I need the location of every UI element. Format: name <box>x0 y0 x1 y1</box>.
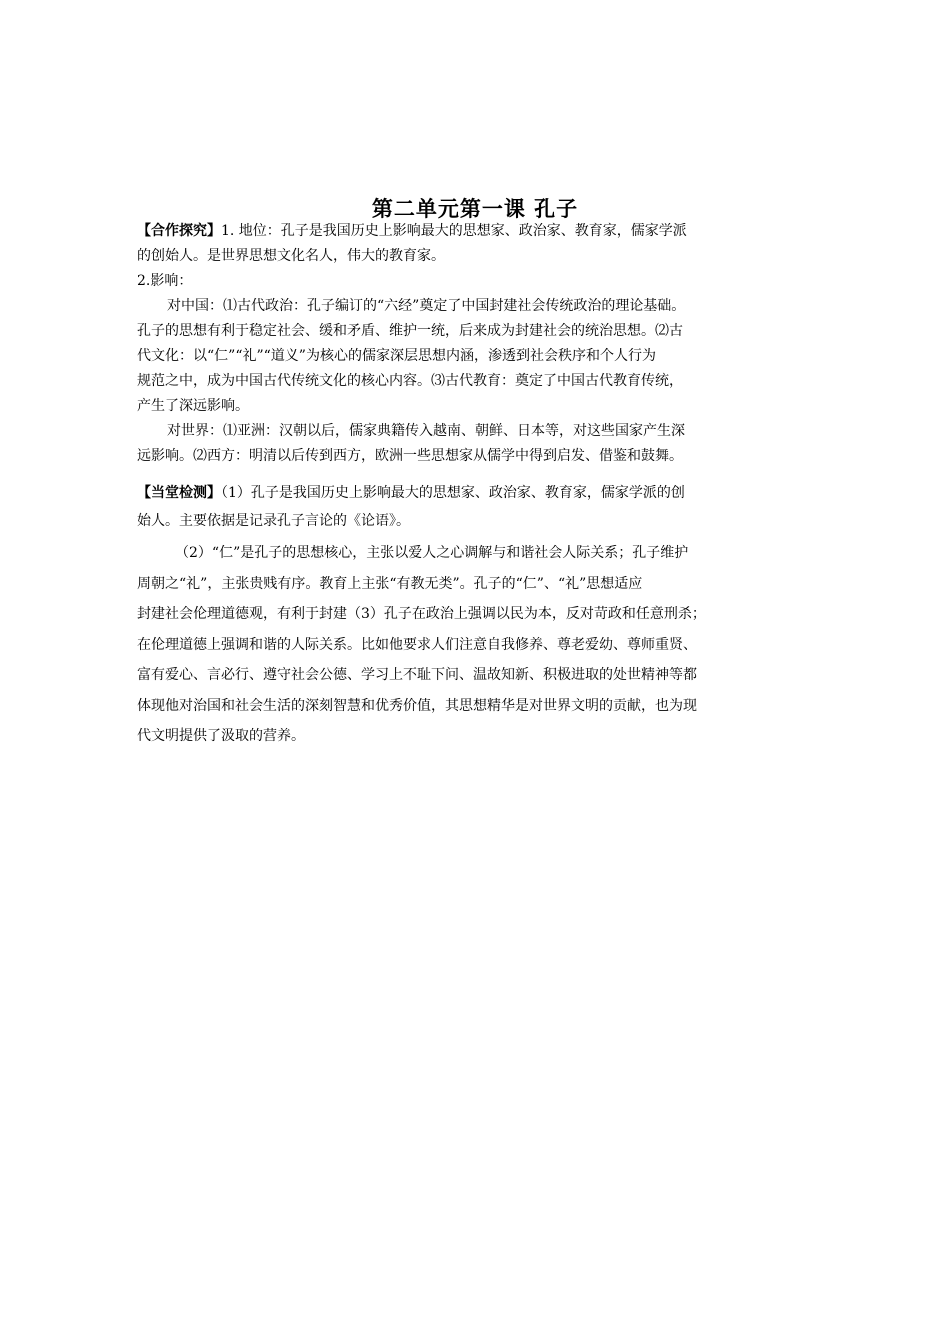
section-heading: 【合作探究】 <box>137 223 221 239</box>
paragraph-line: 富有爱心、言必行、遵守社会公德、学习上不耻下问、温故知新、积极进取的处世精神等都 <box>137 667 697 683</box>
paragraph-line: 体现他对治国和社会生活的深刻智慧和优秀价值，其思想精华是对世界文明的贡献，也为现 <box>137 697 697 714</box>
paragraph-line: 始人。主要依据是记录孔子言论的《论语》。 <box>137 513 410 529</box>
paragraph-line: 代文明提供了汲取的营养。 <box>137 728 305 744</box>
paragraph-line: 代文化：以“仁”“礼”“道义”为核心的儒家深层思想内涵，渗透到社会秩序和个人行为 <box>137 348 656 364</box>
paragraph-line <box>137 219 817 244</box>
paragraph-line: 周朝之“礼”，主张贵贱有序。教育上主张“有教无类”。孔子的“仁”、“礼”思想适应 <box>137 575 643 592</box>
paragraph-line: 规范之中，成为中国古代传统文化的核心内容。⑶古代教育：奠定了中国古代教育传统， <box>137 373 683 389</box>
answer-section <box>137 538 817 752</box>
in-class-test-section <box>137 479 817 535</box>
paragraph-line: 2.影响： <box>137 273 193 289</box>
paragraph-line: 产生了深远影响。 <box>137 398 249 414</box>
paragraph-line: 对中国：⑴古代政治：孔子编订的“六经”奠定了中国封建社会传统政治的理论基础。 <box>167 298 686 314</box>
paragraph-line: 封建社会伦理道德观，有利于封建（3）孔子在政治上强调以民为本，反对苛政和任意刑杀； <box>137 606 706 622</box>
paragraph-line: 对世界：⑴亚洲：汉朝以后，儒家典籍传入越南、朝鲜、日本等，对这些国家产生深 <box>167 423 685 439</box>
paragraph-line: 远影响。⑵西方：明清以后传到西方，欧洲一些思想家从儒学中得到启发、借鉴和鼓舞。 <box>137 448 683 464</box>
page-title: 第二单元第一课 孔子 <box>371 197 579 221</box>
paragraph-text: （1）孔子是我国历史上影响最大的思想家、政治家、教育家，儒家学派的创 <box>221 485 685 501</box>
cooperative-inquiry-section <box>137 219 817 469</box>
paragraph-line <box>137 479 817 507</box>
paragraph-line: 在伦理道德上强调和谐的人际关系。比如他要求人们注意自我修养、尊老爱幼、尊师重贤、 <box>137 636 697 653</box>
paragraph-text: 1. 地位：孔子是我国历史上影响最大的思想家、政治家、教育家，儒家学派 <box>221 223 687 239</box>
section-heading: 【当堂检测】 <box>137 485 221 501</box>
paragraph-line: （2）“仁”是孔子的思想核心，主张以爱人之心调解与和谐社会人际关系；孔子维护 <box>175 545 689 561</box>
paragraph-line: 孔子的思想有利于稳定社会、缓和矛盾、维护一统，后来成为封建社会的统治思想。⑵古 <box>137 323 683 339</box>
paragraph-line: 的创始人。是世界思想文化名人，伟大的教育家。 <box>137 248 445 264</box>
